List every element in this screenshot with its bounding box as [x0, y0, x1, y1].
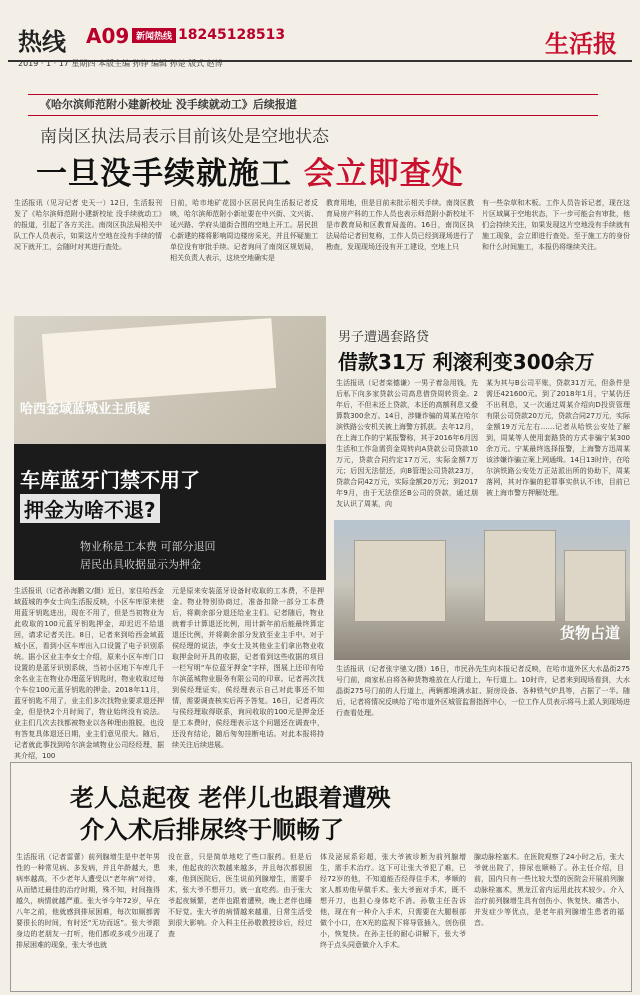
- story4-photo-stamp: 货物占道: [560, 624, 621, 642]
- story2-title-line1: 车库蓝牙门禁不用了: [20, 468, 200, 492]
- story5-col-3: 体及泌尿系彩超，张大爷被诊断为前列腺增生，需手术治疗。这下可让张大爷犯了难，已经72岁的他，不知道能否经得住手术，孝顺的家人都劝他早做手术。张大爷面对手术，既不想开刀，也担心身体吃不消。孙敬主任告诉他，现在有一种介入手术，只需要在大腿根部做个小口，在X光的监视下将导管插入，创伤很小，恢复快。在孙主任的耐心讲解下，张大爷终于点头同意做介入手术。: [320, 853, 466, 949]
- story2-sub-line1: 物业称是工本费 可部分退回: [80, 540, 216, 553]
- story5-col-2: 没在意，只是简单地吃了些口服药。但是后来，他起夜的次数越来越多，并且每次都很困难，他到医院后，医生说前列腺增生，需要手术，张大爷不想开刀，就一直吃药。由于张大爷起夜频繁，老伴也跟着遭殃，晚上老伴也睡不好觉。张大爷的病情越来越重，日常生活受到很大影响。介入科主任孙敬教授诊后，经过查: [168, 853, 312, 938]
- lead-col-4: 有一些杂草和木板。工作人员告诉记者，现在这片区域属于空地状态，下一步可能会有审批，他们会持续关注，如果发现这片空地没有手续就有施工现象，会立即进行查处。至于施工方的身份和什么时间施工，本报仍将继续关注。: [482, 199, 630, 251]
- series-tag: 《哈尔滨师范附小建新校址 没手续就动工》后续报道: [40, 98, 297, 111]
- story4-text: 生活报讯（记者张宇驰文/摄）16日，市民孙先生向本报记者反映，在哈市道外区大水晶街275号门前，商家私自将各种货物堆放在人行道上，车行道上。10时许，记者来到现场看到，大水晶街275号门前的人行道上，两辆都堆满水缸、厨房设备、各种铁气炉具等，占据了一半。随后，记者将情况反映给了哈市道外区城管监督指挥中心，一位工作人员表示将马上派人到现场进行查看处理。: [336, 665, 630, 717]
- hotline-number: 18245128513: [178, 27, 286, 43]
- lead-col-2: 日前，哈市地矿花园小区居民向生活报记者反映，哈尔滨师范附小新址要在中兴街、文兴街、延兴路、学府头道街合围的空地上开工。居民担心新建的楼将影响周边楼房采光，并且怀疑施工单位没有审批手续。记者询问了南岗区规划局，相关负责人表示，这块空地确实是: [170, 199, 318, 262]
- lead-title: [36, 148, 464, 193]
- section-name: 热线: [18, 27, 66, 56]
- receipt-photo: [14, 316, 326, 444]
- newspaper-logo: 生活报: [545, 29, 617, 58]
- story5-col-1: 生活报讯（记者雷蕾）前列腺增生是中老年男性的一种常见病、多发病，并且年龄越大，患病率越高，不少老年人遭受以“老年病”对待，从而错过最佳的治疗时期，殊不知，时间拖得越久，病情就越严重。张大爷今年72岁，早在八年之前，他就感到排尿困难，每次如厕都需要很长的时间，有时还“无功而返”。张大爷跟身边的老朋友一打听，他们都或多或少出现了排尿困难的现象，张大爷也就: [16, 853, 160, 949]
- story2-photo-caption: 哈西金域蓝城业主质疑: [20, 402, 151, 417]
- hotline-tag: 新闻热线: [132, 28, 176, 43]
- lead-col-1: 生活报讯（见习记者 史天一）12日，生活报刊发了《哈尔滨师范附小建新校址 没手续就动工》的报道，引起了各方关注。南岗区执法局相关中队工作人员表示，如果这片空地在没有手续的情况下就开工，会随时对其进行查处。: [14, 199, 162, 251]
- story5-title-line2: 介入术后排尿终于顺畅了: [80, 816, 344, 844]
- lead-title-red: 会立即查处: [303, 156, 464, 192]
- story3-col-2: 某为其与B公司平账，贷款31万元，但条件是需还421600元。到了2018年1月，宁某仍还不出利息，又一次通过周某介绍向D投资管理有限公司贷款20万元，贷款合同27万元，实际金额19万元左右……记者从哈铁公安处了解到，周某等人使用套路贷的方式非骗宁某300余万元。宁某最终选择报警，上海警方迅周某该涉嫌诈骗立案上网通缉。14日13时许，在哈尔滨铁路公安处万正站派出所的协助下，周某落网，其对诈骗的犯罪事实供认不讳，目前已被上海市警方押解处理。: [486, 379, 630, 497]
- page-number: A09: [86, 24, 130, 48]
- story3-title: 借款31万 利滚利变300余万: [338, 350, 595, 374]
- story5-col-4: 腺动脉栓塞术。在医院观察了24小时之后，张大爷就出院了，排尿也顺畅了。孙主任介绍，目前，国内只有一些比较大型的医院会开展前列腺动脉栓塞术，黑龙江省内运用此技术较少。介入治疗前列腺增生具有创伤小、恢复快、痛苦小、并发症少等优点，是老年前列腺增生患者的福音。: [474, 853, 624, 927]
- story2-sub-line2: 居民出具收据显示为押金: [80, 558, 201, 571]
- lead-title-black: 一旦没手续就施工: [36, 156, 292, 192]
- story3-col-1: 生活报讯（记者栾德谦）一男子着急用钱，先后私下向多家贷款公司高息借贷周转资金。2年后，不但未还上贷款，本还的高额利息又叠算数300余万。14日，涉嫌诈骗的周某在哈尔滨铁路公安机关被上海警方抓获。去年12月，在上海工作的宁某报警称，其于2016年6月因生活和工作急需资金周转向A贷款公司贷款10万元，贷款合同约定17万元，实际金额7万元；后因无法偿还，向B管理公司贷款23万，贷款合同42万元，实际金额20万元；到2017年9月，由于无法偿还B公司的贷款，通过朋友认识了周某，向: [336, 379, 478, 508]
- story3-subtitle: 男子遭遇套路贷: [338, 330, 430, 345]
- story2-col-2: 元是原来安装蓝牙设备时收取的工本费，不是押金。物业特别协商过，准备扣除一部分工本费后，将剩余部分退还给业主们。记者随后，物业就着手计算退还比例，用计新年前后能最终算定退还比例，并将剩余部分发放至业主手中。对于侯经理的说法，李女士及其他业主们拿出物业收取押金时开具的收据，记者看到这些收据的项目一栏写明“车位蓝牙押金”字样，图展上还印有哈尔滨蓝城物业服务有限公司的印章。记者再次找到侯经理证实，侯经理表示自己对此事还不知情，需要调查核实后再予答复。16日，记者再次与侯经理取得联系，询问收取的100元是押金还是工本费时，侯经理表示这个问题还在调查中，还没有结论，随后匆匆挂断电话。对此本报将持续关注后续进展。: [172, 587, 324, 749]
- story5-title-line1: 老人总起夜 老伴儿也跟着遭殃: [70, 784, 391, 812]
- story2-title-line2: 押金为啥不退?: [20, 494, 160, 523]
- story2-col-1: 生活报讯（记者孙海鹏文/摄）近日，家住哈西金域蓝城的李女士向生活报反映，小区车库原来使用蓝牙钥匙进出，现在不用了，但是当初物业为此收取的100元蓝牙钥匙押金，却迟迟不给退回，请求记者关注。8日，记者来到哈西金域蓝城小区，看到小区车库出入口设置了电子识别系统。据小区业主李女士介绍，原来小区车库门口设置的是蓝牙识别系统，当初小区地下车库几千余名业主在物业办理蓝牙钥匙时，物业收取过每个车位100元蓝牙钥匙的押金。2018年11月，蓝牙钥匙不用了，业主们多次找物业要求退还押金，但是快2个月时间了，物业始终没有说法。业主们几次去找都被物业以各种理由推脱，也没有答复具体退还日期，业主们意见很大。随后，记者就此事找到哈尔滨金域物业公司经经理，据其介绍，100: [14, 587, 164, 760]
- issue-meta: 2019 · 1 · 17 星期四 本版主编 孙铮 编辑 孙楚 版式 赵博: [18, 59, 223, 68]
- lead-subtitle: 南岗区执法局表示目前该处是空地状态: [40, 127, 329, 147]
- lead-col-3: 教育用地，但是目前未批示相关手续。南岗区教育局房产科的工作人员也表示师范附小新校址不是市教育局和区教育局盖的。16日，南岗区执法局给记者回复称，工作人员已经到现场进行了勘查，发现现场还没有开工建设，空地上只: [326, 199, 474, 251]
